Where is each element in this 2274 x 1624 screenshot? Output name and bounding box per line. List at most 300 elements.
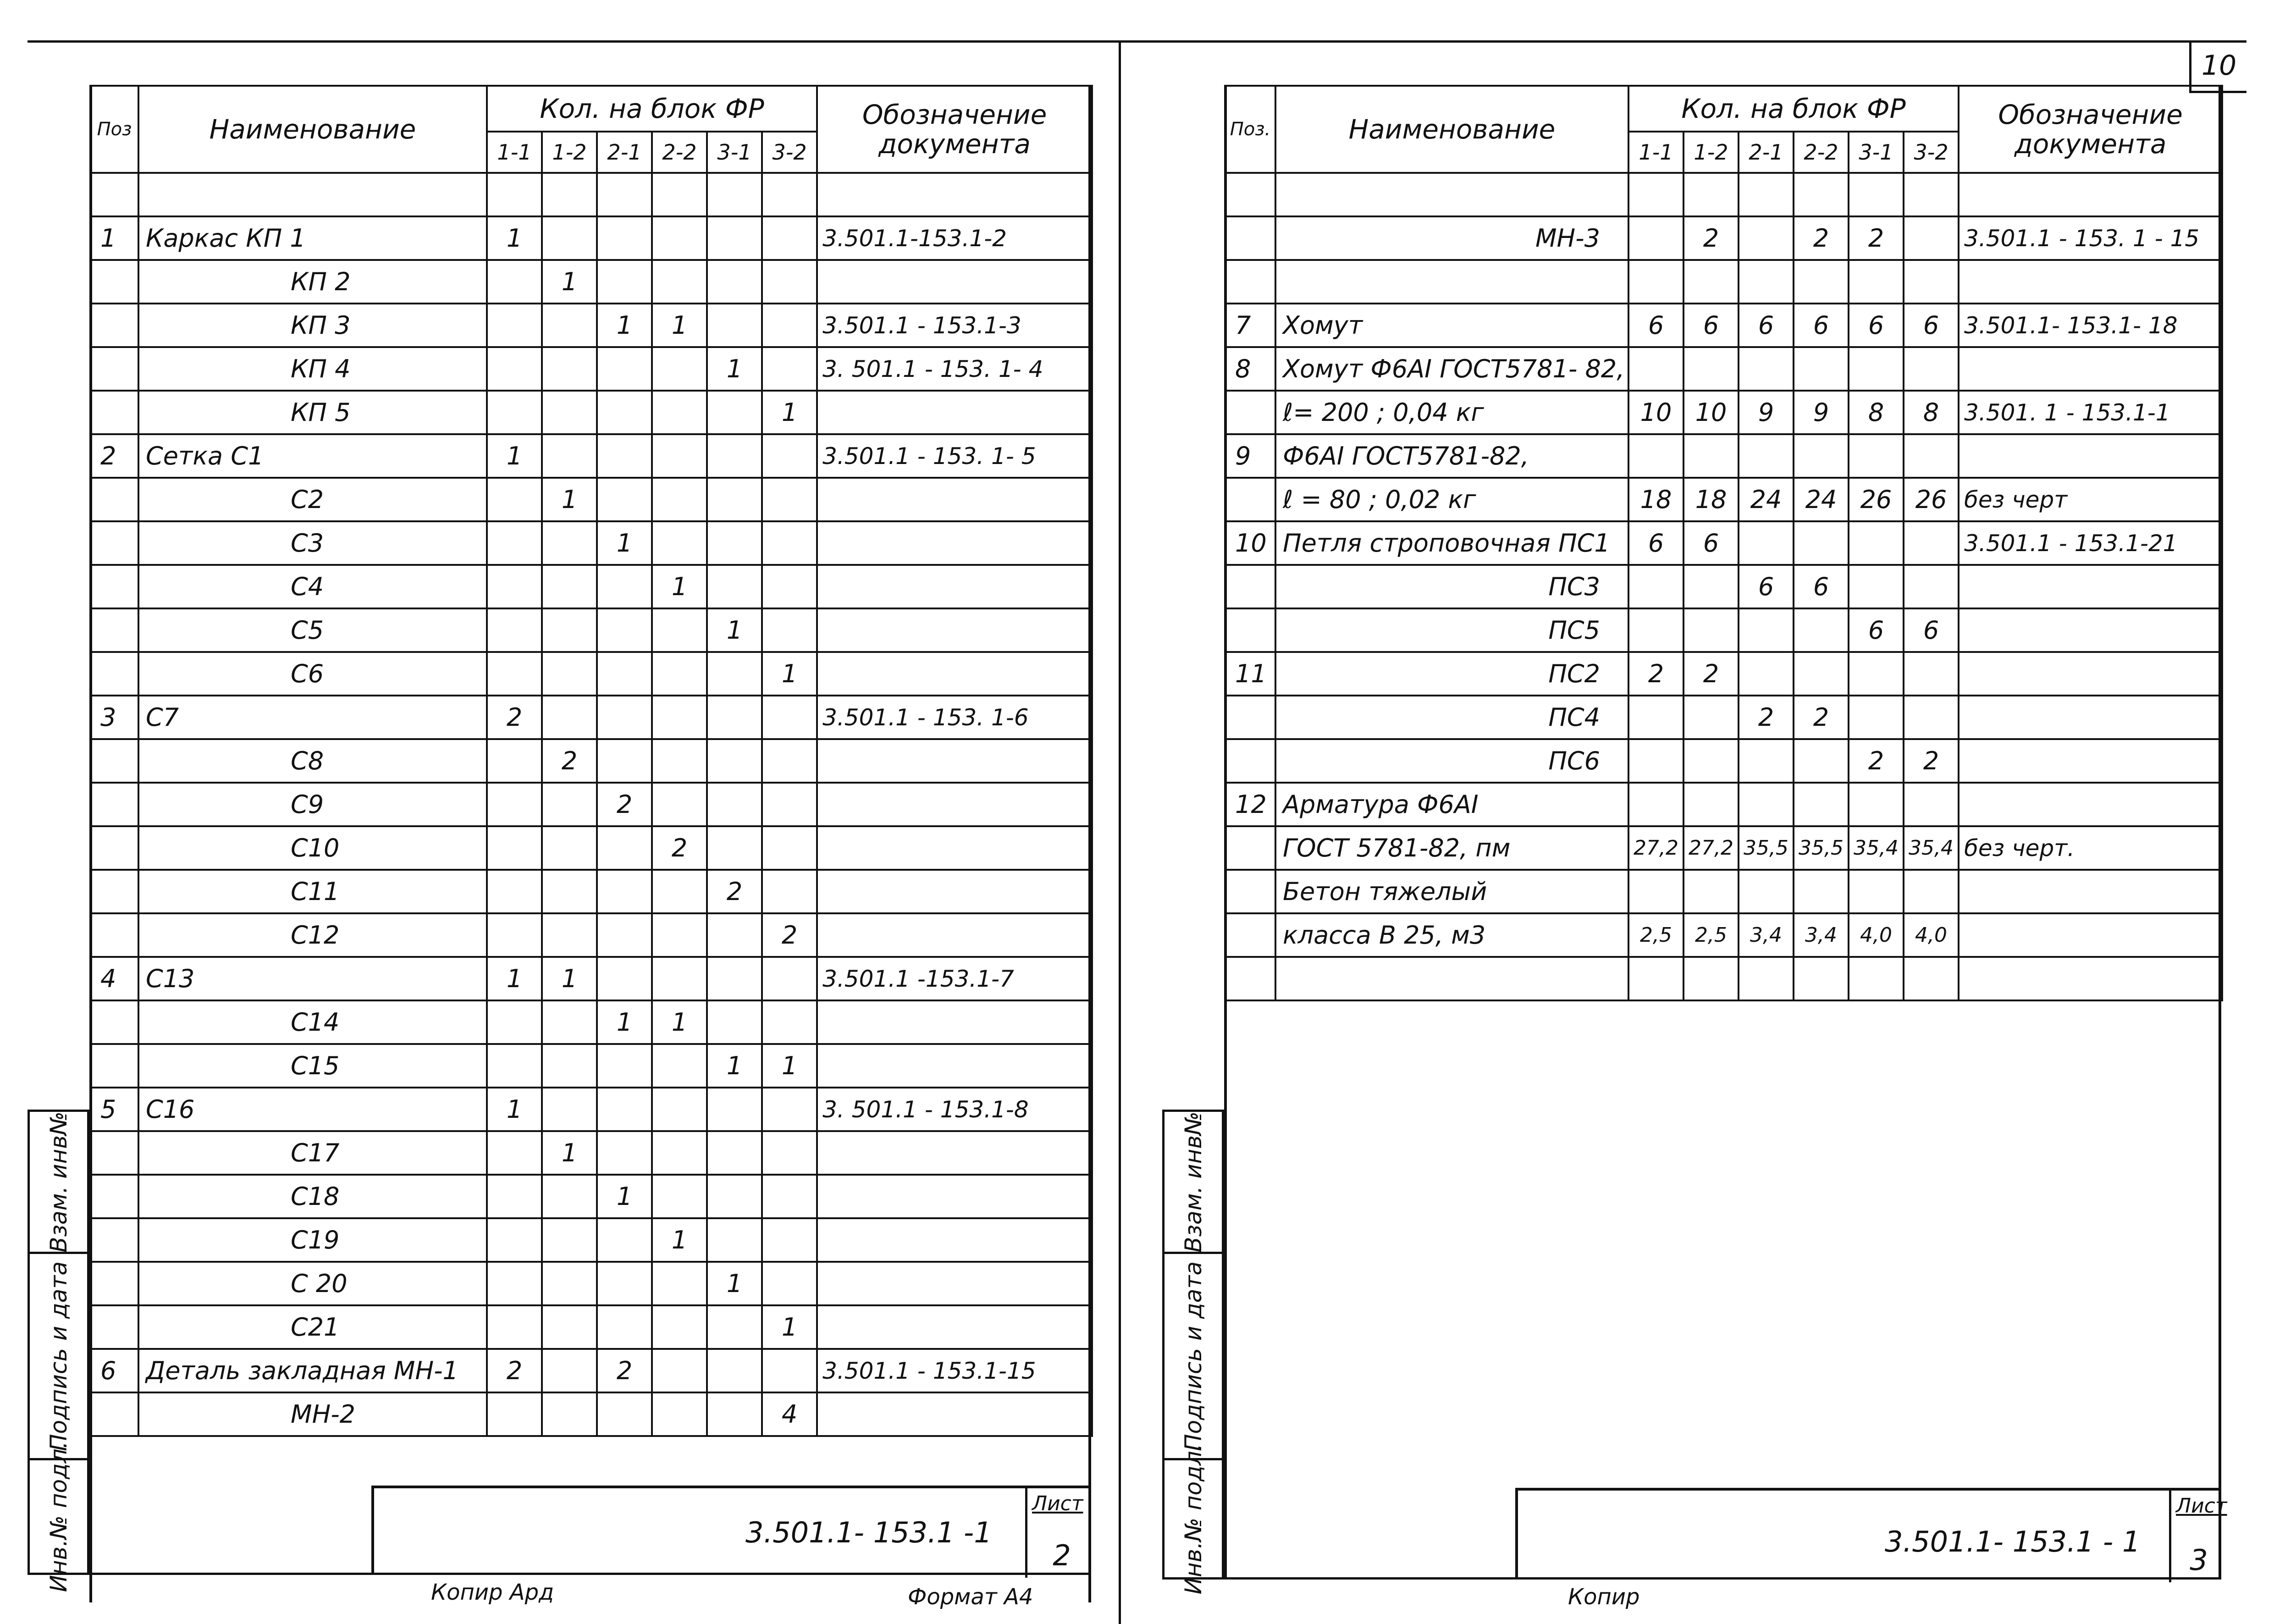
- row-qty-1-2: [1683, 696, 1739, 739]
- row-pos: 6: [90, 1349, 138, 1392]
- row-qty-3-2: [762, 434, 817, 478]
- header-qty-group: Кол. на блок ФР: [1628, 86, 1959, 132]
- row-qty-3-1: [707, 1392, 762, 1436]
- table-row: [1225, 478, 2222, 521]
- row-pos: [1225, 565, 1275, 608]
- row-qty-2-1: 2: [597, 783, 652, 826]
- row-doc: [1959, 173, 2222, 216]
- row-name: КП 2: [138, 260, 487, 304]
- row-qty-2-2: [652, 957, 707, 1000]
- row-qty-3-1: 1: [707, 1044, 762, 1088]
- row-name: КП 5: [138, 391, 487, 434]
- table-row: [90, 870, 1092, 913]
- row-doc: [817, 173, 1092, 216]
- row-qty-3-2: 8: [1904, 391, 1959, 434]
- row-qty-2-1: [1739, 260, 1794, 304]
- table-row: [90, 783, 1092, 826]
- row-qty-3-2: [1904, 565, 1959, 608]
- row-qty-2-1: [597, 652, 652, 696]
- row-pos: [1225, 957, 1275, 1000]
- row-doc: 3.501.1 - 153.1-3: [817, 304, 1092, 347]
- row-doc: [817, 608, 1092, 652]
- row-doc: [817, 521, 1092, 565]
- row-qty-2-2: 2: [1794, 696, 1849, 739]
- table-row: [90, 434, 1092, 478]
- row-qty-2-1: [1739, 608, 1794, 652]
- row-doc: [817, 826, 1092, 870]
- row-qty-2-1: [597, 1305, 652, 1349]
- row-qty-2-2: [652, 173, 707, 216]
- row-qty-3-1: 6: [1849, 608, 1904, 652]
- row-doc: [817, 870, 1092, 913]
- row-qty-3-2: [1904, 652, 1959, 696]
- row-qty-1-1: [1628, 347, 1683, 391]
- row-qty-1-1: 6: [1628, 521, 1683, 565]
- row-pos: 8: [1225, 347, 1275, 391]
- row-qty-2-1: [1739, 739, 1794, 783]
- row-doc: [1959, 608, 2222, 652]
- row-qty-1-2: [1683, 957, 1739, 1000]
- row-qty-2-1: [597, 739, 652, 783]
- subheader-2-2: 2-2: [652, 132, 707, 173]
- row-qty-3-2: [1904, 260, 1959, 304]
- row-pos: [90, 521, 138, 565]
- row-qty-1-1: 2: [487, 696, 542, 739]
- table-row: [90, 1218, 1092, 1262]
- row-qty-1-2: 1: [542, 260, 597, 304]
- row-qty-3-2: [762, 260, 817, 304]
- row-qty-2-2: [1794, 870, 1849, 913]
- row-qty-1-2: [542, 216, 597, 260]
- row-qty-2-1: 2: [1739, 696, 1794, 739]
- row-qty-1-2: [542, 1218, 597, 1262]
- row-pos: 9: [1225, 434, 1275, 478]
- row-name: ПС5: [1275, 608, 1628, 652]
- row-qty-1-1: 1: [487, 1088, 542, 1131]
- row-qty-2-1: [1739, 783, 1794, 826]
- row-qty-3-2: [762, 1175, 817, 1218]
- row-qty-2-2: [1794, 739, 1849, 783]
- row-qty-1-2: 2: [542, 739, 597, 783]
- row-qty-1-2: [542, 1044, 597, 1088]
- row-qty-3-1: [1849, 173, 1904, 216]
- row-pos: [1225, 739, 1275, 783]
- table-row: [1225, 957, 2222, 1000]
- row-pos: [1225, 173, 1275, 216]
- header-name: Наименование: [1275, 86, 1628, 173]
- row-doc: [1959, 434, 2222, 478]
- row-qty-3-2: [762, 957, 817, 1000]
- row-qty-2-1: 6: [1739, 304, 1794, 347]
- subheader-1-1: 1-1: [1628, 132, 1683, 173]
- row-qty-3-2: [762, 783, 817, 826]
- row-qty-1-2: [542, 1349, 597, 1392]
- row-doc: 3.501.1- 153.1- 18: [1959, 304, 2222, 347]
- row-qty-1-1: [487, 1392, 542, 1436]
- right-stamp-code: 3.501.1- 153.1 - 1: [1885, 1525, 2141, 1558]
- side-cell-inv-orig: [1165, 1443, 1222, 1595]
- row-name: ℓ = 80 ; 0,02 кг: [1275, 478, 1628, 521]
- table-row: [1225, 260, 2222, 304]
- table-row: [90, 652, 1092, 696]
- table-row: [90, 1088, 1092, 1131]
- row-qty-2-1: [597, 696, 652, 739]
- subheader-3-1: 3-1: [1849, 132, 1904, 173]
- row-qty-3-2: [762, 1000, 817, 1044]
- row-doc: [817, 478, 1092, 521]
- row-qty-1-2: 2: [1683, 216, 1739, 260]
- row-qty-2-1: [597, 216, 652, 260]
- row-qty-3-1: [707, 173, 762, 216]
- row-qty-3-1: 2: [1849, 216, 1904, 260]
- row-qty-2-2: [652, 608, 707, 652]
- row-qty-1-1: [487, 1218, 542, 1262]
- row-pos: [90, 1392, 138, 1436]
- row-qty-1-2: 2,5: [1683, 913, 1739, 957]
- row-qty-1-1: [487, 913, 542, 957]
- row-doc: 3.501.1 - 153.1-21: [1959, 521, 2222, 565]
- row-qty-1-1: [1628, 696, 1683, 739]
- table-row: [1225, 696, 2222, 739]
- row-pos: [90, 304, 138, 347]
- row-qty-2-2: [652, 478, 707, 521]
- row-qty-1-1: [487, 739, 542, 783]
- row-qty-2-1: 1: [597, 521, 652, 565]
- row-doc: [817, 1218, 1092, 1262]
- row-qty-3-2: [1904, 696, 1959, 739]
- row-name: [1275, 173, 1628, 216]
- table-row: [90, 173, 1092, 216]
- subheader-2-1: 2-1: [1739, 132, 1794, 173]
- table-row: [90, 391, 1092, 434]
- row-doc: 3. 501.1 - 153.1-8: [817, 1088, 1092, 1131]
- row-qty-2-1: [597, 391, 652, 434]
- row-pos: [90, 391, 138, 434]
- row-qty-1-1: [487, 652, 542, 696]
- row-pos: [90, 826, 138, 870]
- row-qty-3-2: [762, 870, 817, 913]
- row-name: С 20: [138, 1262, 487, 1305]
- table-row: [1225, 304, 2222, 347]
- row-qty-3-2: 6: [1904, 304, 1959, 347]
- row-qty-2-2: 3,4: [1794, 913, 1849, 957]
- subheader-3-2: 3-2: [1904, 132, 1959, 173]
- row-pos: [90, 652, 138, 696]
- row-qty-1-1: [1628, 260, 1683, 304]
- row-pos: 10: [1225, 521, 1275, 565]
- row-qty-3-1: 1: [707, 347, 762, 391]
- row-pos: [90, 783, 138, 826]
- side-label-signature: Подпись и дата: [1180, 1261, 1207, 1451]
- row-qty-2-2: [652, 1044, 707, 1088]
- row-qty-1-2: [542, 434, 597, 478]
- row-qty-1-1: [487, 347, 542, 391]
- row-qty-3-1: [707, 652, 762, 696]
- row-qty-1-2: [542, 826, 597, 870]
- row-qty-2-2: [652, 1088, 707, 1131]
- row-name: С21: [138, 1305, 487, 1349]
- row-pos: [90, 913, 138, 957]
- row-qty-2-1: [597, 565, 652, 608]
- row-qty-1-2: [542, 347, 597, 391]
- row-pos: [90, 1000, 138, 1044]
- table-row: [90, 1000, 1092, 1044]
- row-doc: [817, 1392, 1092, 1436]
- row-qty-3-1: 1: [707, 608, 762, 652]
- row-name: Арматура Ф6АI: [1275, 783, 1628, 826]
- row-qty-3-1: 26: [1849, 478, 1904, 521]
- row-doc: [817, 1262, 1092, 1305]
- row-qty-2-2: [652, 652, 707, 696]
- row-doc: [1959, 870, 2222, 913]
- row-qty-1-1: 27,2: [1628, 826, 1683, 870]
- row-qty-1-1: [487, 1044, 542, 1088]
- row-qty-2-1: 35,5: [1739, 826, 1794, 870]
- row-doc: 3.501.1 - 153. 1-6: [817, 696, 1092, 739]
- row-qty-2-2: [1794, 434, 1849, 478]
- row-pos: [90, 1131, 138, 1175]
- row-qty-1-1: [487, 173, 542, 216]
- row-name: С19: [138, 1218, 487, 1262]
- header-doc: Обозначение документа: [817, 86, 1092, 173]
- row-qty-1-2: 6: [1683, 304, 1739, 347]
- row-pos: [1225, 608, 1275, 652]
- row-qty-3-2: 6: [1904, 608, 1959, 652]
- row-qty-2-1: 6: [1739, 565, 1794, 608]
- row-pos: 5: [90, 1088, 138, 1131]
- row-qty-3-2: 1: [762, 1044, 817, 1088]
- table-row: [90, 1175, 1092, 1218]
- row-doc: 3. 501.1 - 153. 1- 4: [817, 347, 1092, 391]
- row-pos: [90, 1175, 138, 1218]
- row-pos: [90, 173, 138, 216]
- row-qty-3-2: [762, 347, 817, 391]
- row-qty-3-2: [762, 478, 817, 521]
- row-name: КП 4: [138, 347, 487, 391]
- subheader-2-2: 2-2: [1794, 132, 1849, 173]
- row-qty-3-1: [707, 521, 762, 565]
- row-qty-1-1: [487, 565, 542, 608]
- row-qty-3-1: [707, 1131, 762, 1175]
- row-name: Деталь закладная МН-1: [138, 1349, 487, 1392]
- row-qty-3-2: [762, 739, 817, 783]
- row-qty-2-2: 24: [1794, 478, 1849, 521]
- row-name: С3: [138, 521, 487, 565]
- table-row: [90, 1392, 1092, 1436]
- subheader-3-2: 3-2: [762, 132, 817, 173]
- subheader-1-2: 1-2: [1683, 132, 1739, 173]
- row-name: С5: [138, 608, 487, 652]
- row-qty-3-2: 1: [762, 391, 817, 434]
- header-name: Наименование: [138, 86, 487, 173]
- row-qty-2-2: 2: [1794, 216, 1849, 260]
- row-doc: 3.501.1 - 153. 1 - 15: [1959, 216, 2222, 260]
- row-pos: 3: [90, 696, 138, 739]
- row-qty-1-2: [1683, 434, 1739, 478]
- row-qty-1-2: [542, 608, 597, 652]
- row-name: [1275, 260, 1628, 304]
- row-qty-2-2: 1: [652, 565, 707, 608]
- table-row: [90, 1305, 1092, 1349]
- row-qty-3-2: [1904, 434, 1959, 478]
- row-name: ПС4: [1275, 696, 1628, 739]
- row-doc: [1959, 696, 2222, 739]
- subheader-2-1: 2-1: [597, 132, 652, 173]
- table-row: [90, 216, 1092, 260]
- row-qty-3-2: 4,0: [1904, 913, 1959, 957]
- row-qty-2-2: [652, 1392, 707, 1436]
- row-doc: [817, 1000, 1092, 1044]
- row-qty-1-2: [542, 1392, 597, 1436]
- left-title-stamp: [371, 1486, 1091, 1575]
- left-spec-table: [89, 85, 1093, 1437]
- row-name: С15: [138, 1044, 487, 1088]
- table-row: [90, 347, 1092, 391]
- row-qty-3-2: [1904, 216, 1959, 260]
- table-row: [90, 696, 1092, 739]
- row-qty-2-1: [1739, 434, 1794, 478]
- row-qty-2-2: [652, 521, 707, 565]
- table-row: [90, 260, 1092, 304]
- row-qty-3-2: [1904, 957, 1959, 1000]
- row-qty-3-1: [707, 304, 762, 347]
- row-name: Ф6АI ГОСТ5781-82,: [1275, 434, 1628, 478]
- right-stamp-sheet-label: Лист: [2176, 1494, 2227, 1518]
- row-qty-3-1: [707, 216, 762, 260]
- row-pos: [1225, 391, 1275, 434]
- row-qty-3-2: 1: [762, 1305, 817, 1349]
- row-doc: [1959, 913, 2222, 957]
- row-name: класса В 25, м3: [1275, 913, 1628, 957]
- row-doc: [817, 739, 1092, 783]
- row-qty-3-1: [707, 1088, 762, 1131]
- row-qty-1-1: 1: [487, 434, 542, 478]
- row-name: КП 3: [138, 304, 487, 347]
- side-label-inv-orig: Инв.№ подл.: [45, 1441, 72, 1592]
- table-row: [90, 1349, 1092, 1392]
- row-qty-2-1: 1: [597, 1000, 652, 1044]
- row-doc: [1959, 347, 2222, 391]
- row-name: С10: [138, 826, 487, 870]
- row-qty-2-1: [1739, 521, 1794, 565]
- row-qty-1-2: [1683, 173, 1739, 216]
- row-doc: 3.501.1-153.1-2: [817, 216, 1092, 260]
- row-qty-1-2: [1683, 347, 1739, 391]
- row-qty-2-2: [1794, 608, 1849, 652]
- row-qty-2-1: 9: [1739, 391, 1794, 434]
- row-qty-3-1: [707, 913, 762, 957]
- row-doc: [817, 652, 1092, 696]
- row-qty-3-1: [707, 260, 762, 304]
- row-qty-1-2: [542, 521, 597, 565]
- row-qty-2-2: 35,5: [1794, 826, 1849, 870]
- row-qty-3-1: [707, 478, 762, 521]
- row-qty-1-1: [1628, 216, 1683, 260]
- subheader-1-1: 1-1: [487, 132, 542, 173]
- row-qty-3-1: [707, 826, 762, 870]
- row-name: С9: [138, 783, 487, 826]
- row-qty-1-1: 1: [487, 957, 542, 1000]
- row-qty-2-2: 1: [652, 1218, 707, 1262]
- row-qty-2-1: [1739, 957, 1794, 1000]
- row-qty-3-2: [762, 304, 817, 347]
- row-qty-2-2: [652, 739, 707, 783]
- row-doc: 3.501. 1 - 153.1-1: [1959, 391, 2222, 434]
- row-qty-1-2: [1683, 870, 1739, 913]
- row-qty-1-2: 2: [1683, 652, 1739, 696]
- row-qty-2-1: 1: [597, 1175, 652, 1218]
- row-qty-2-2: [1794, 957, 1849, 1000]
- row-qty-3-2: [1904, 870, 1959, 913]
- row-qty-3-1: [707, 696, 762, 739]
- row-qty-3-2: 4: [762, 1392, 817, 1436]
- row-doc: [817, 1044, 1092, 1088]
- row-qty-2-2: [652, 434, 707, 478]
- left-footer-copier: Копир Ард: [431, 1580, 554, 1605]
- row-pos: [90, 739, 138, 783]
- row-name: [1275, 957, 1628, 1000]
- row-qty-1-2: [1683, 608, 1739, 652]
- row-name: Хомут: [1275, 304, 1628, 347]
- side-cell-signature: [30, 1252, 87, 1458]
- row-qty-2-2: [1794, 652, 1849, 696]
- right-footer-copier: Копир: [1568, 1584, 1640, 1610]
- row-qty-1-2: [542, 173, 597, 216]
- row-name: С12: [138, 913, 487, 957]
- table-row: [90, 608, 1092, 652]
- subheader-3-1: 3-1: [707, 132, 762, 173]
- row-name: С8: [138, 739, 487, 783]
- row-name: Хомут Ф6АI ГОСТ5781- 82,: [1275, 347, 1628, 391]
- row-qty-2-1: [597, 434, 652, 478]
- row-qty-1-1: [487, 1000, 542, 1044]
- row-qty-3-1: [1849, 783, 1904, 826]
- row-qty-1-1: [487, 521, 542, 565]
- row-name: С6: [138, 652, 487, 696]
- row-qty-3-1: 35,4: [1849, 826, 1904, 870]
- row-qty-1-2: [542, 696, 597, 739]
- table-row: [1225, 565, 2222, 608]
- left-side-column: [28, 1110, 89, 1592]
- row-qty-3-1: 6: [1849, 304, 1904, 347]
- subheader-1-2: 1-2: [542, 132, 597, 173]
- row-name: ГОСТ 5781-82, пм: [1275, 826, 1628, 870]
- row-qty-3-1: [707, 1305, 762, 1349]
- row-qty-1-1: [487, 260, 542, 304]
- row-pos: [90, 1044, 138, 1088]
- side-label-replace-inv: Взам. инв№: [1180, 1111, 1207, 1253]
- row-pos: [90, 1262, 138, 1305]
- row-qty-1-2: [542, 870, 597, 913]
- row-qty-2-2: [652, 913, 707, 957]
- row-doc: [1959, 652, 2222, 696]
- row-qty-1-1: [1628, 565, 1683, 608]
- row-qty-1-1: [487, 608, 542, 652]
- table-row: [90, 1044, 1092, 1088]
- left-stamp-sheet-number: 2: [1053, 1539, 1071, 1572]
- row-qty-2-2: [652, 1131, 707, 1175]
- row-qty-1-1: 1: [487, 216, 542, 260]
- row-pos: [1225, 913, 1275, 957]
- table-row: [90, 565, 1092, 608]
- row-doc: [1959, 783, 2222, 826]
- row-qty-3-2: [762, 173, 817, 216]
- row-qty-2-2: [652, 347, 707, 391]
- row-doc: [817, 391, 1092, 434]
- row-name: ℓ= 200 ; 0,04 кг: [1275, 391, 1628, 434]
- row-qty-2-2: 9: [1794, 391, 1849, 434]
- table-row: [90, 1131, 1092, 1175]
